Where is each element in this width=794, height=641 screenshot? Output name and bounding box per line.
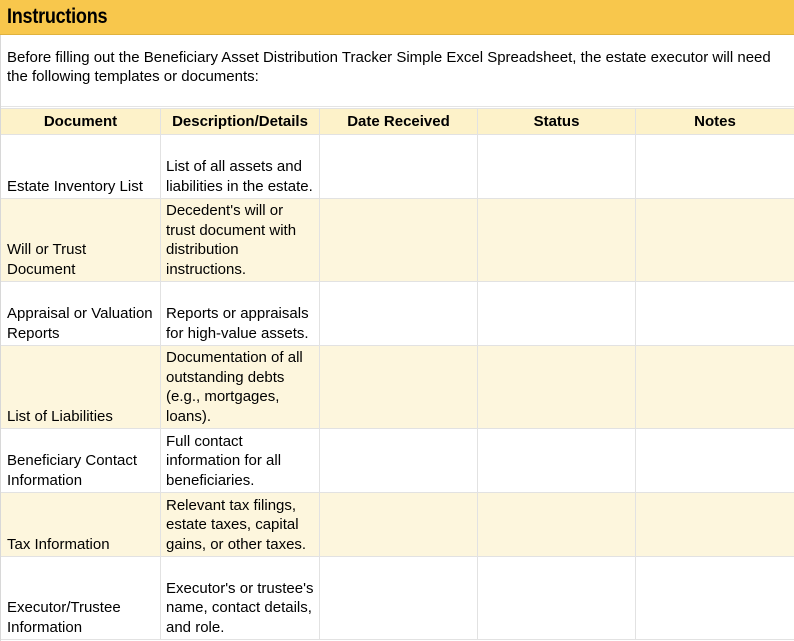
cell-description[interactable]: Executor's or trustee's name, contact details, and role. [161, 557, 320, 640]
table-row [1, 135, 794, 199]
table-header-row [1, 109, 794, 135]
table-row [1, 557, 794, 640]
cell-description[interactable]: Decedent's will or trust document with distribution instructions. [161, 199, 320, 282]
cell-description[interactable]: Reports or appraisals for high-value assets. [161, 282, 320, 346]
cell-notes[interactable] [636, 135, 794, 199]
cell-status[interactable] [478, 282, 636, 346]
cell-notes[interactable] [636, 199, 794, 282]
cell-document[interactable]: Beneficiary Contact Information [1, 429, 161, 493]
cell-description[interactable]: Documentation of all outstanding debts (e.g., mortgages, loans). [161, 346, 320, 429]
left-border [0, 35, 1, 641]
cell-document[interactable]: Appraisal or Valuation Reports [1, 282, 161, 346]
header-document[interactable]: Document [1, 109, 161, 135]
cell-date-received[interactable] [320, 429, 478, 493]
header-date-received[interactable]: Date Received [320, 109, 478, 135]
cell-status[interactable] [478, 493, 636, 557]
cell-notes[interactable] [636, 493, 794, 557]
table-row [1, 493, 794, 557]
cell-date-received[interactable] [320, 557, 478, 640]
table-row [1, 429, 794, 493]
cell-date-received[interactable] [320, 282, 478, 346]
cell-status[interactable] [478, 199, 636, 282]
table-row [1, 346, 794, 429]
cell-document[interactable]: List of Liabilities [1, 346, 161, 429]
cell-description[interactable]: Relevant tax filings, estate taxes, capital gains, or other taxes. [161, 493, 320, 557]
header-notes[interactable]: Notes [636, 109, 794, 135]
cell-date-received[interactable] [320, 135, 478, 199]
cell-document[interactable]: Tax Information [1, 493, 161, 557]
cell-document[interactable]: Estate Inventory List [1, 135, 161, 199]
cell-notes[interactable] [636, 429, 794, 493]
documents-table [0, 108, 794, 640]
cell-description[interactable]: List of all assets and liabilities in the estate. [161, 135, 320, 199]
row-divider [0, 106, 794, 107]
header-description[interactable]: Description/Details [161, 109, 320, 135]
table-row [1, 199, 794, 282]
cell-status[interactable] [478, 557, 636, 640]
cell-document[interactable]: Will or Trust Document [1, 199, 161, 282]
table-row [1, 282, 794, 346]
cell-description[interactable]: Full contact information for all beneficiaries. [161, 429, 320, 493]
sheet-title[interactable]: Instructions [7, 5, 108, 28]
cell-date-received[interactable] [320, 346, 478, 429]
intro-text[interactable]: Before filling out the Beneficiary Asset Distribution Tracker Simple Excel Spreadsheet, the estate executor will need the following templates or documents: [7, 49, 771, 85]
title-bar [0, 0, 794, 35]
cell-notes[interactable] [636, 282, 794, 346]
cell-notes[interactable] [636, 557, 794, 640]
cell-date-received[interactable] [320, 493, 478, 557]
cell-status[interactable] [478, 346, 636, 429]
cell-status[interactable] [478, 135, 636, 199]
cell-status[interactable] [478, 429, 636, 493]
cell-document[interactable]: Executor/Trustee Information [1, 557, 161, 640]
header-status[interactable]: Status [478, 109, 636, 135]
cell-notes[interactable] [636, 346, 794, 429]
cell-date-received[interactable] [320, 199, 478, 282]
